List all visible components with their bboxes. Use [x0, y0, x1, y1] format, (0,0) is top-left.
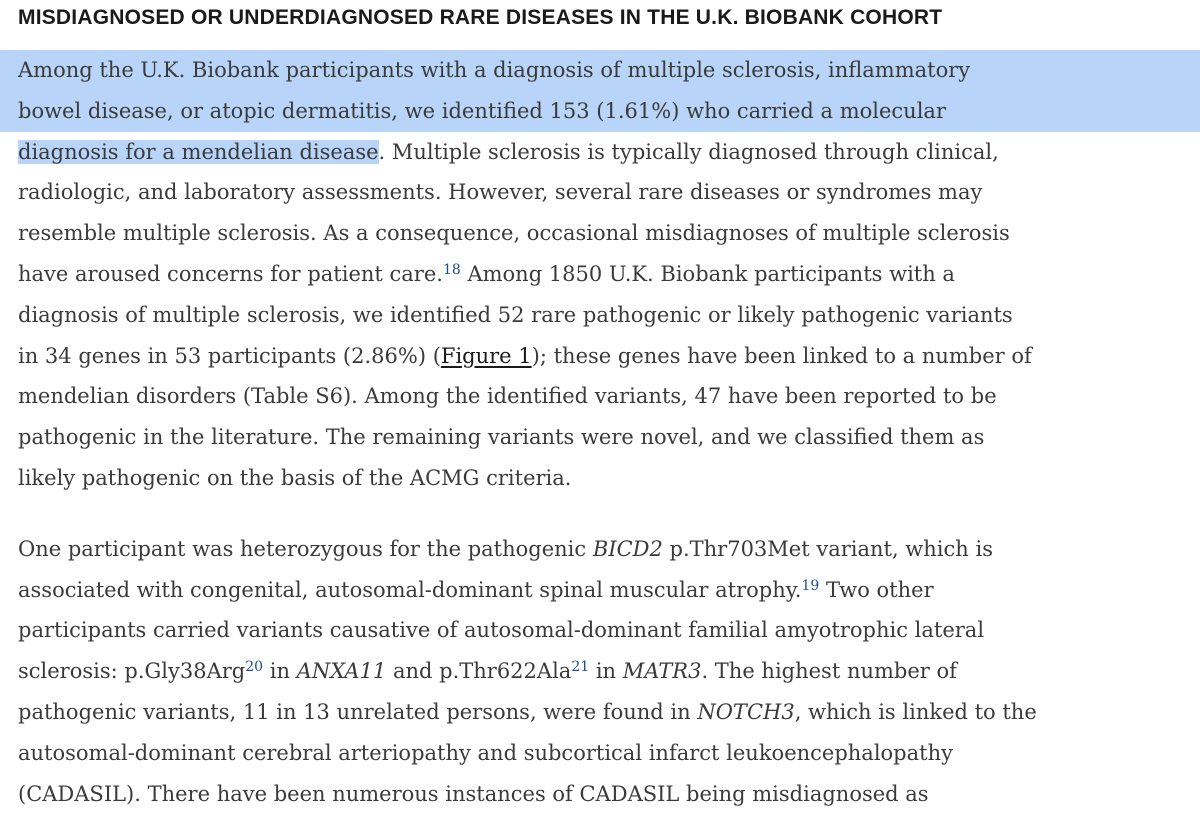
text-line-5	[18, 692, 1188, 733]
text-line-6	[18, 254, 1188, 295]
reference-link-18[interactable]: 18	[442, 261, 461, 278]
text-line-2	[18, 570, 1188, 611]
text-fragment: . The highest number of	[701, 659, 957, 684]
gene-name-matr3: MATR3	[622, 659, 702, 684]
text-fragment: p.Thr703Met variant, which is	[662, 536, 993, 561]
text-line-4: radiologic, and laboratory assessments. However, several rare diseases or syndromes may	[18, 180, 983, 205]
reference-link-19[interactable]: 19	[801, 577, 820, 594]
text-line-7: diagnosis of multiple sclerosis, we identified 52 rare pathogenic or likely pathogenic variants	[18, 302, 1013, 327]
text-fragment: , which is linked to the	[794, 699, 1037, 724]
text-fragment: and p.Thr622Ala	[386, 659, 572, 684]
article	[18, 0, 1188, 814]
text-line-4	[18, 651, 1188, 692]
highlighted-text-fragment[interactable]: diagnosis for a mendelian disease	[18, 139, 379, 164]
text-fragment: in	[263, 659, 297, 684]
text-line-8	[18, 336, 1188, 377]
highlighted-text-line-1[interactable]: Among the U.K. Biobank participants with a diagnosis of multiple sclerosis, inflammatory	[0, 50, 1200, 91]
text-line-11: likely pathogenic on the basis of the ACMG criteria.	[18, 465, 572, 490]
text-fragment: One participant was heterozygous for the pathogenic	[18, 536, 593, 561]
text-line-9: mendelian disorders (Table S6). Among the identified variants, 47 have been reported to be	[18, 384, 997, 409]
figure-1-link[interactable]: Figure 1	[440, 343, 532, 368]
text-fragment: in 34 genes in 53 participants (2.86%) (	[18, 343, 441, 368]
text-fragment: have aroused concerns for patient care.	[18, 261, 443, 286]
gene-name-notch3: NOTCH3	[697, 699, 795, 724]
paragraph-2	[18, 529, 1188, 815]
text-line-3: participants carried variants causative of autosomal-dominant familial amyotrophic lateral	[18, 618, 985, 643]
gene-name-anxa11: ANXA11	[296, 659, 387, 684]
highlighted-text-line-2[interactable]: bowel disease, or atopic dermatitis, we identified 153 (1.61%) who carried a molecular	[0, 91, 1200, 132]
text-line-10: pathogenic in the literature. The remaining variants were novel, and we classified them as	[18, 425, 985, 450]
text-fragment: in	[589, 659, 623, 684]
text-line-7: (CADASIL). There have been numerous instances of CADASIL being misdiagnosed as	[18, 781, 929, 806]
reference-link-20[interactable]: 20	[245, 659, 264, 676]
paragraph-1	[18, 50, 1188, 499]
text-line-6: autosomal-dominant cerebral arteriopathy and subcortical infarct leukoencephalopathy	[18, 740, 953, 765]
text-fragment: Two other	[819, 577, 934, 602]
gene-name-bicd2: BICD2	[592, 536, 663, 561]
text-line-1	[18, 529, 1188, 570]
text-fragment: ); these genes have been linked to a number of	[531, 343, 1032, 368]
text-line-3	[18, 132, 1188, 173]
text-fragment: Among 1850 U.K. Biobank participants with a	[460, 261, 955, 286]
text-line-5: resemble multiple sclerosis. As a consequence, occasional misdiagnoses of multiple sclerosis	[18, 221, 1010, 246]
text-fragment: pathogenic variants, 11 in 13 unrelated persons, were found in	[18, 699, 698, 724]
text-fragment: . Multiple sclerosis is typically diagnosed through clinical,	[378, 139, 999, 164]
section-heading: MISDIAGNOSED OR UNDERDIAGNOSED RARE DISEASES IN THE U.K. BIOBANK COHORT	[18, 6, 943, 29]
text-fragment: associated with congenital, autosomal-dominant spinal muscular atrophy.	[18, 577, 802, 602]
text-fragment: sclerosis: p.Gly38Arg	[18, 659, 246, 684]
reference-link-21[interactable]: 21	[571, 659, 590, 676]
